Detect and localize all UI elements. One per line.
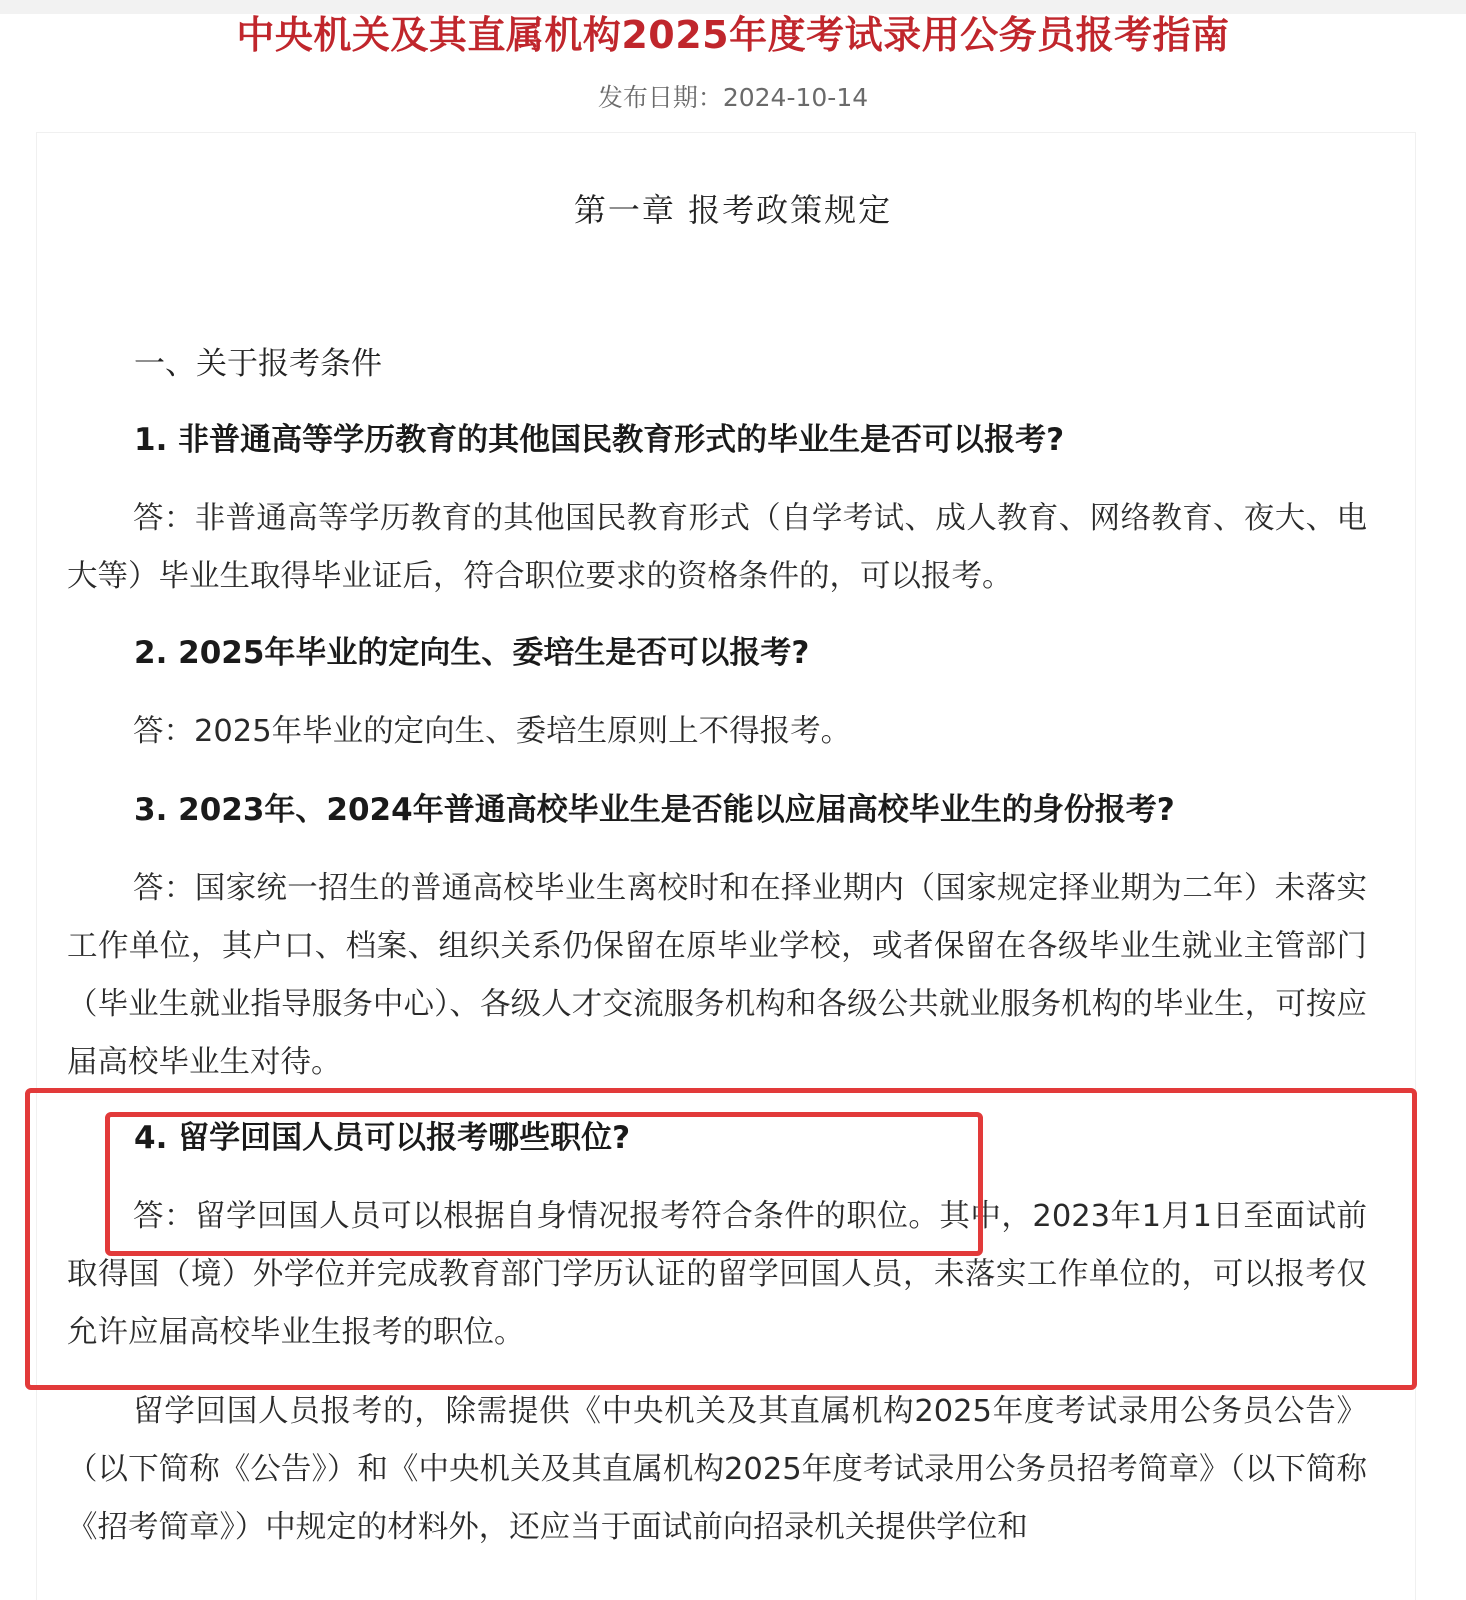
page-title: 中央机关及其直属机构2025年度考试录用公务员报考指南 bbox=[236, 13, 1230, 57]
question-2: 2. 2025年毕业的定向生、委培生是否可以报考? bbox=[134, 635, 810, 671]
answer-3: 答：国家统一招生的普通高校毕业生离校时和在择业期内（国家规定择业期为二年）未落实工作单位，其户口、档案、组织关系仍保留在原毕业学校，或者保留在各级毕业生就业主管部门（毕业生就业指导服务中心）、各级人才交流服务机构和各级公共就业服务机构的毕业生，可按应届高校毕业生对待。 bbox=[67, 871, 1367, 1080]
answer-2: 答：2025年毕业的定向生、委培生原则上不得报考。 bbox=[133, 714, 852, 749]
answer-1: 答：非普通高等学历教育的其他国民教育形式（自学考试、成人教育、网络教育、夜大、电大等）毕业生取得毕业证后，符合职位要求的资格条件的，可以报考。 bbox=[67, 501, 1367, 594]
extra-paragraph: 留学回国人员报考的，除需提供《中央机关及其直属机构2025年度考试录用公务员公告》（以下简称《公告》）和《中央机关及其直属机构2025年度考试录用公务员招考简章》（以下简称《招考简章》）中规定的材料外，还应当于面试前向招录机关提供学位和 bbox=[67, 1394, 1367, 1545]
highlight-box-inner bbox=[105, 1112, 983, 1256]
chapter-title: 第一章 报考政策规定 bbox=[573, 191, 893, 229]
answer-4: 答：留学回国人员可以根据自身情况报考符合条件的职位。其中，2023年1月1日至面试前取得国（境）外学位并完成教育部门学历认证的留学回国人员，未落实工作单位的，可以报考仅允许应届高校毕业生报考的职位。 bbox=[67, 1199, 1367, 1350]
publish-date: 发布日期：2024-10-14 bbox=[597, 83, 869, 112]
question-3: 3. 2023年、2024年普通高校毕业生是否能以应届高校毕业生的身份报考? bbox=[134, 792, 1175, 828]
section-heading: 一、关于报考条件 bbox=[134, 346, 382, 382]
question-1: 1. 非普通高等学历教育的其他国民教育形式的毕业生是否可以报考? bbox=[134, 422, 1065, 458]
question-4: 4. 留学回国人员可以报考哪些职位? bbox=[134, 1120, 631, 1156]
